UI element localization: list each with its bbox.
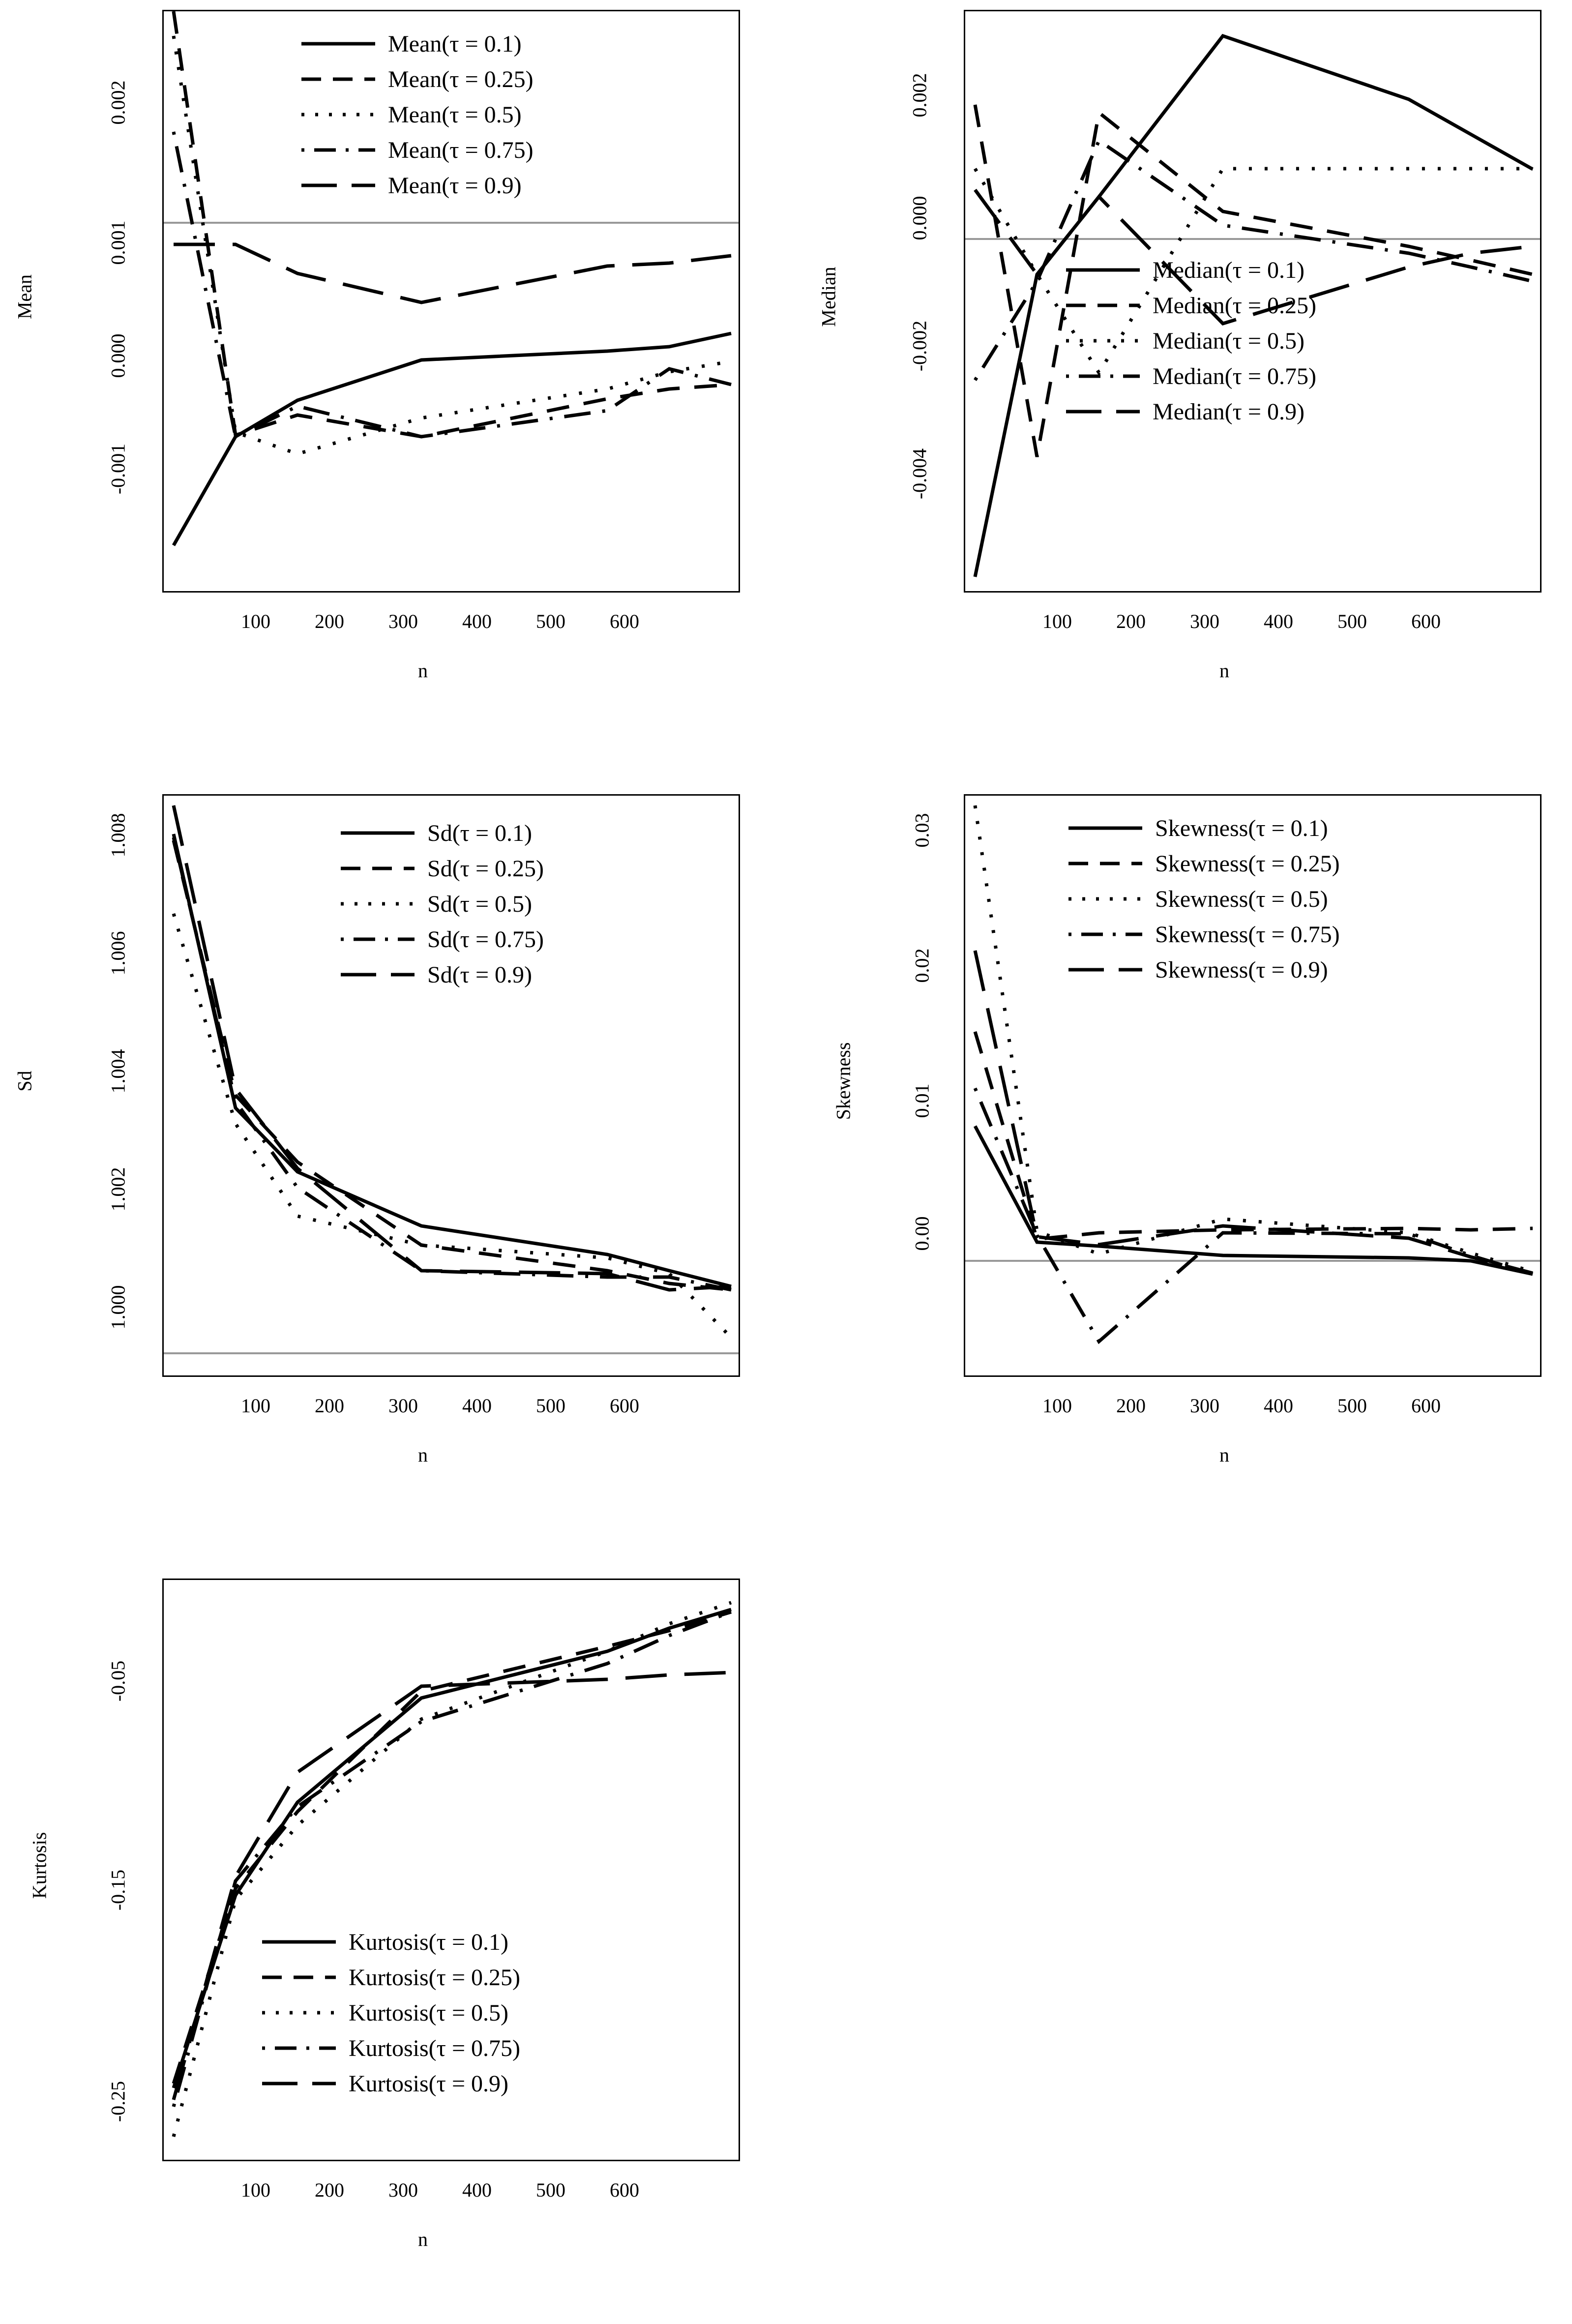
axis-title-x-sd: n [418,1444,428,1466]
tick-y-kurtosis-0: -0.25 [107,2081,129,2122]
plot-area-skewness [964,794,1542,1377]
line-style-dotdash-icon [1066,369,1140,383]
legend-item-kurtosis-3 [262,2030,520,2066]
axis-title-y-median: Median [817,267,840,327]
tick-x-skewness-4: 500 [1337,1395,1367,1417]
line-style-dotdash-icon [262,2041,336,2055]
legend-label-kurtosis-2: Kurtosis(τ = 0.5) [349,1999,509,2026]
legend-item-sd-4 [341,957,544,992]
legend-item-mean-1 [301,61,534,97]
tick-x-median-3: 400 [1264,610,1293,632]
legend-label-mean-0: Mean(τ = 0.1) [388,30,522,57]
tick-x-kurtosis-4: 500 [536,2179,565,2201]
legend-median [1066,252,1316,429]
tick-x-median-0: 100 [1042,610,1072,632]
legend-item-median-3 [1066,358,1316,394]
tick-x-skewness-0: 100 [1042,1395,1072,1417]
panel-mean [0,0,767,738]
legend-item-mean-0 [301,26,534,61]
plot-area-sd [162,794,740,1377]
tick-y-kurtosis-1: -0.15 [107,1869,129,1911]
legend-item-median-0 [1066,252,1316,288]
plot-area-kurtosis [162,1579,740,2161]
line-style-dotdash-icon [341,932,415,946]
legend-label-kurtosis-1: Kurtosis(τ = 0.25) [349,1964,521,1991]
legend-item-median-1 [1066,288,1316,323]
tick-x-sd-4: 500 [536,1395,565,1417]
axis-title-x-median: n [1219,659,1229,682]
legend-label-median-2: Median(τ = 0.5) [1153,328,1305,354]
legend-label-skewness-3: Skewness(τ = 0.75) [1155,921,1340,948]
legend-item-kurtosis-2 [262,1995,520,2030]
tick-y-median-3: 0.002 [908,73,931,118]
legend-kurtosis [262,1924,520,2101]
legend-label-sd-0: Sd(τ = 0.1) [427,820,533,846]
line-style-solid-icon [1068,821,1142,835]
legend-label-sd-3: Sd(τ = 0.75) [427,926,544,953]
tick-x-median-2: 300 [1190,610,1219,632]
line-style-solid-icon [1066,263,1140,277]
tick-x-sd-0: 100 [241,1395,270,1417]
tick-y-kurtosis-2: -0.05 [107,1660,129,1702]
tick-y-median-2: 0.000 [908,196,931,240]
tick-x-mean-1: 200 [315,610,344,632]
legend-item-median-2 [1066,323,1316,358]
line-style-dashed-icon [1068,857,1142,870]
tick-y-skewness-2: 0.02 [911,948,933,983]
tick-y-median-0: -0.004 [908,448,931,500]
legend-label-mean-4: Mean(τ = 0.9) [388,172,522,199]
legend-sd [341,815,544,992]
tick-x-kurtosis-1: 200 [315,2179,344,2201]
tick-y-skewness-0: 0.00 [911,1216,933,1251]
tick-x-kurtosis-3: 400 [462,2179,492,2201]
tick-x-sd-5: 600 [610,1395,639,1417]
axis-title-x-skewness: n [1219,1444,1229,1466]
tick-x-mean-4: 500 [536,610,565,632]
plot-area-median [964,10,1542,593]
legend-label-kurtosis-3: Kurtosis(τ = 0.75) [349,2035,521,2061]
legend-item-mean-4 [301,168,534,203]
line-style-dashed-icon [301,72,375,86]
tick-x-kurtosis-0: 100 [241,2179,270,2201]
line-style-dotted-icon [341,897,415,911]
legend-item-mean-2 [301,97,534,132]
legend-item-kurtosis-0 [262,1924,520,1960]
line-style-solid-icon [301,37,375,51]
tick-x-skewness-1: 200 [1116,1395,1146,1417]
panel-median [801,0,1569,738]
tick-y-mean-2: 0.001 [107,220,129,265]
tick-x-median-5: 600 [1411,610,1441,632]
legend-label-mean-2: Mean(τ = 0.5) [388,101,522,128]
line-style-dashed-icon [1066,298,1140,312]
line-style-solid-icon [341,826,415,840]
line-style-dotted-icon [262,2006,336,2020]
legend-item-sd-2 [341,886,544,922]
legend-mean [301,26,534,203]
legend-skewness [1068,810,1340,987]
axis-title-x-mean: n [418,659,428,682]
tick-x-median-4: 500 [1337,610,1367,632]
tick-y-mean-0: -0.001 [107,443,129,495]
tick-x-median-1: 200 [1116,610,1146,632]
line-style-longdash-icon [1068,963,1142,977]
legend-label-median-1: Median(τ = 0.25) [1153,292,1316,319]
axis-title-x-kurtosis: n [418,2228,428,2250]
legend-item-mean-3 [301,132,534,168]
tick-x-skewness-3: 400 [1264,1395,1293,1417]
axis-title-y-sd: Sd [13,1071,36,1092]
tick-x-mean-0: 100 [241,610,270,632]
legend-item-sd-0 [341,815,544,851]
tick-x-mean-3: 400 [462,610,492,632]
tick-y-sd-1: 1.002 [107,1167,129,1212]
plot-area-mean [162,10,740,593]
tick-y-mean-3: 0.002 [107,80,129,125]
tick-x-sd-1: 200 [315,1395,344,1417]
line-style-dashed-icon [262,1970,336,1984]
tick-y-sd-0: 1.000 [107,1285,129,1330]
tick-y-skewness-3: 0.03 [911,813,933,848]
legend-item-sd-1 [341,851,544,886]
tick-y-skewness-1: 0.01 [911,1083,933,1118]
legend-item-kurtosis-1 [262,1960,520,1995]
line-style-dotted-icon [1068,892,1142,906]
line-style-longdash-icon [341,968,415,982]
axis-title-y-skewness: Skewness [832,1042,855,1120]
legend-label-kurtosis-0: Kurtosis(τ = 0.1) [349,1929,509,1955]
legend-label-median-4: Median(τ = 0.9) [1153,398,1305,425]
line-style-solid-icon [262,1935,336,1949]
line-style-dotted-icon [1066,334,1140,348]
line-style-dashed-icon [341,862,415,875]
legend-item-skewness-2 [1068,881,1340,917]
tick-y-sd-3: 1.006 [107,931,129,976]
legend-item-median-4 [1066,394,1316,429]
legend-label-median-3: Median(τ = 0.75) [1153,363,1316,389]
line-style-dotdash-icon [301,143,375,157]
legend-item-skewness-1 [1068,846,1340,881]
line-style-longdash-icon [1066,405,1140,418]
legend-label-kurtosis-4: Kurtosis(τ = 0.9) [349,2070,509,2097]
tick-x-mean-5: 600 [610,610,639,632]
legend-label-skewness-0: Skewness(τ = 0.1) [1155,815,1328,841]
legend-item-kurtosis-4 [262,2066,520,2101]
line-style-longdash-icon [262,2077,336,2090]
tick-x-sd-3: 400 [462,1395,492,1417]
tick-x-skewness-2: 300 [1190,1395,1219,1417]
tick-x-sd-2: 300 [388,1395,418,1417]
panel-kurtosis [0,1569,767,2306]
line-style-dotdash-icon [1068,927,1142,941]
legend-label-sd-1: Sd(τ = 0.25) [427,855,544,882]
axis-title-y-mean: Mean [13,274,36,320]
tick-x-kurtosis-5: 600 [610,2179,639,2201]
legend-label-sd-4: Sd(τ = 0.9) [427,961,533,988]
legend-item-skewness-3 [1068,917,1340,952]
tick-x-skewness-5: 600 [1411,1395,1441,1417]
legend-label-mean-3: Mean(τ = 0.75) [388,137,534,163]
legend-label-mean-1: Mean(τ = 0.25) [388,66,534,92]
panel-skewness [801,784,1569,1522]
legend-label-sd-2: Sd(τ = 0.5) [427,891,533,917]
legend-item-skewness-0 [1068,810,1340,846]
line-style-dotted-icon [301,108,375,121]
legend-label-skewness-2: Skewness(τ = 0.5) [1155,886,1328,912]
legend-label-median-0: Median(τ = 0.1) [1153,257,1305,283]
panel-sd [0,784,767,1522]
legend-label-skewness-4: Skewness(τ = 0.9) [1155,956,1328,983]
tick-y-sd-4: 1.008 [107,813,129,858]
legend-item-sd-3 [341,922,544,957]
tick-x-kurtosis-2: 300 [388,2179,418,2201]
axis-title-y-kurtosis: Kurtosis [28,1832,51,1899]
legend-item-skewness-4 [1068,952,1340,987]
legend-label-skewness-1: Skewness(τ = 0.25) [1155,850,1340,877]
tick-y-mean-1: 0.000 [107,333,129,378]
line-style-longdash-icon [301,179,375,192]
tick-y-median-1: -0.002 [908,320,931,372]
tick-y-sd-2: 1.004 [107,1049,129,1094]
tick-x-mean-2: 300 [388,610,418,632]
